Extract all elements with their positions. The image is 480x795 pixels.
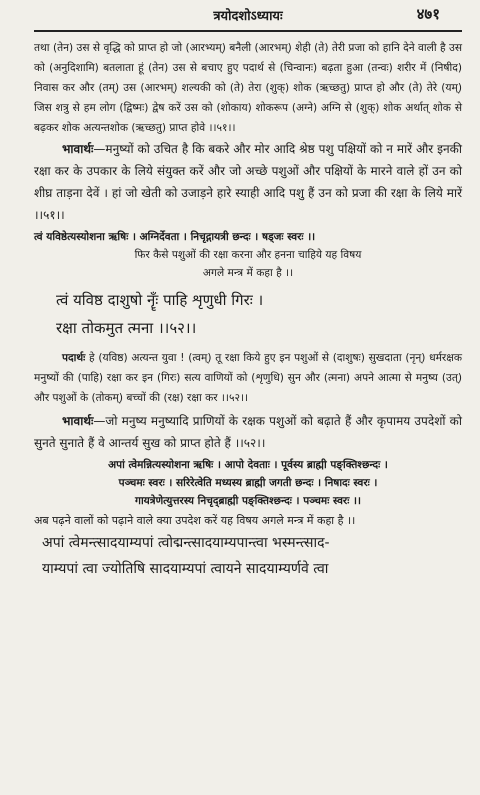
padartha-text: हे (यविष्ठ) अत्यन्त युवा ! (त्वम्) तू रक्षा किये हुए इन पशुओं से (दाशुषः) सुखदाता (नृन्) धर्मरक्षक मनुष्यों की (पाहि) रक्षा कर इन (गिरः) सत्य वाणियों को (शृणुधि) सुन और (त्मना) अपने आत्मा से मनुष्य (उत्) और पशुओं के (तोकम्) बच्चों की (रक्ष) रक्षा कर ।।५२।। <box>34 352 462 404</box>
padartha-label: पदार्थः <box>62 352 86 364</box>
bhavartha-52 <box>34 410 462 454</box>
bhavartha-text: —मनुष्यों को उचित है कि बकरे और मोर आदि श्रेष्ठ पशु पक्षियों को न मारें और इनकी रक्षा कर के उपकार के लिये संयुक्त करें और जो अच्छे पशुओं और पक्षियों के मारने वाले हों उन को शीघ्र ताड़ना देवें । हां जो खेती को उजाड़ने हारे स्याही आदि पशु हैं उन को प्रजा की रक्षा के लिये मारें ।।५१।। <box>34 142 462 222</box>
intro-line-2: अगले मन्त्र में कहा है ।। <box>202 267 294 279</box>
mantra-53-line-1: अपां त्वेमन्त्सादयाम्यपां त्वोद्मन्त्सादयाम्यपान्त्वा भस्मन्त्साद- <box>42 535 330 551</box>
bhavartha-51 <box>34 138 462 226</box>
meta-line-3: गायत्रेणेत्युत्तरस्य निचृद्ब्राह्मी पङ्क्तिश्छन्दः । पञ्चमः स्वरः ।। <box>135 495 361 507</box>
meta-line-1: अपां त्वेमन्नित्यस्योशना ऋषिः । आपो देवताः । पूर्वस्य ब्राह्मी पङ्क्तिश्छन्दः । <box>108 459 388 471</box>
paragraph-commentary: तथा (तेन) उस से वृद्धि को प्राप्त हो जो (आरभ्यम्) बनैली (आरभम्) शेही (ते) तेरी प्रजा को हानि देने वाली है उस को (अनुदिशामि) बतलाता हूं (तेन) उस से बचाए हुए पदार्थ से (चिन्वानः) बढ़ता हुआ (तन्वः) शरीर में (निषीद) निवास कर और (तम्) उस (आरभम्) शल्यकी को (ते) तेरा (शुक्) शोक (ऋच्छतु) प्राप्त हो और (ते) तेरे (यम्) जिस शत्रु से हम लोग (द्विष्मः) द्वेष करें उस को (शोकाय) शोकरूप (अग्ने) अग्नि से (शुक्) शोक अर्थात् शोक से बढ़कर शोक अत्यन्तशोक (ऋच्छतु) प्राप्त होवे ।।५१।। <box>34 42 462 134</box>
chapter-title: त्रयोदशोऽध्यायः <box>213 9 283 24</box>
meta-line-2: पञ्चमः स्वरः । सरिरेत्वेति मध्यस्य ब्राह्मी जगती छन्दः । निषादः स्वरः । <box>118 477 378 489</box>
bhavartha-label: भावार्थः <box>62 142 94 156</box>
intro-line-1: फिर कैसे पशुओं की रक्षा करना और हनना चाहिये यह विषय <box>134 249 362 261</box>
page-number: ४७१ <box>416 5 440 23</box>
rishi-devata-line: त्वं यविष्ठेत्यस्योशना ऋषिः । अग्निर्देवता । निचृद्गायत्री छन्दः । षड्जः स्वरः ।। <box>34 231 316 243</box>
bhavartha-text-2: —जो मनुष्य मनुष्यादि प्राणियों के रक्षक पशुओं को बढ़ाते हैं और कृपामय उपदेशों को सुनते सुनाते हैं वे आन्तर्य सुख को प्राप्त होते हैं ।।५२।। <box>34 414 462 450</box>
mantra-line-2: रक्षा तोकमुत त्मना ।।५२।। <box>56 319 197 337</box>
bhavartha-label-2: भावार्थः <box>62 414 94 428</box>
page-header <box>34 0 462 30</box>
mantra-53-line-2: याम्यपां त्वा ज्योतिषि सादयाम्यपां त्वायने सादयाम्यर्णवे त्वा <box>42 561 329 577</box>
mantra-line-1: त्वं यविष्ठ दाशुषो नॄँः पाहि शृणुधी गिरः । <box>56 291 264 309</box>
padartha-52 <box>34 348 462 408</box>
intro-next-mantra: अब पढ़ने वालों को पढ़ाने वाले क्या उपदेश करें यह विषय अगले मन्त्र में कहा है ।। <box>34 514 356 527</box>
header-rule <box>34 30 462 32</box>
